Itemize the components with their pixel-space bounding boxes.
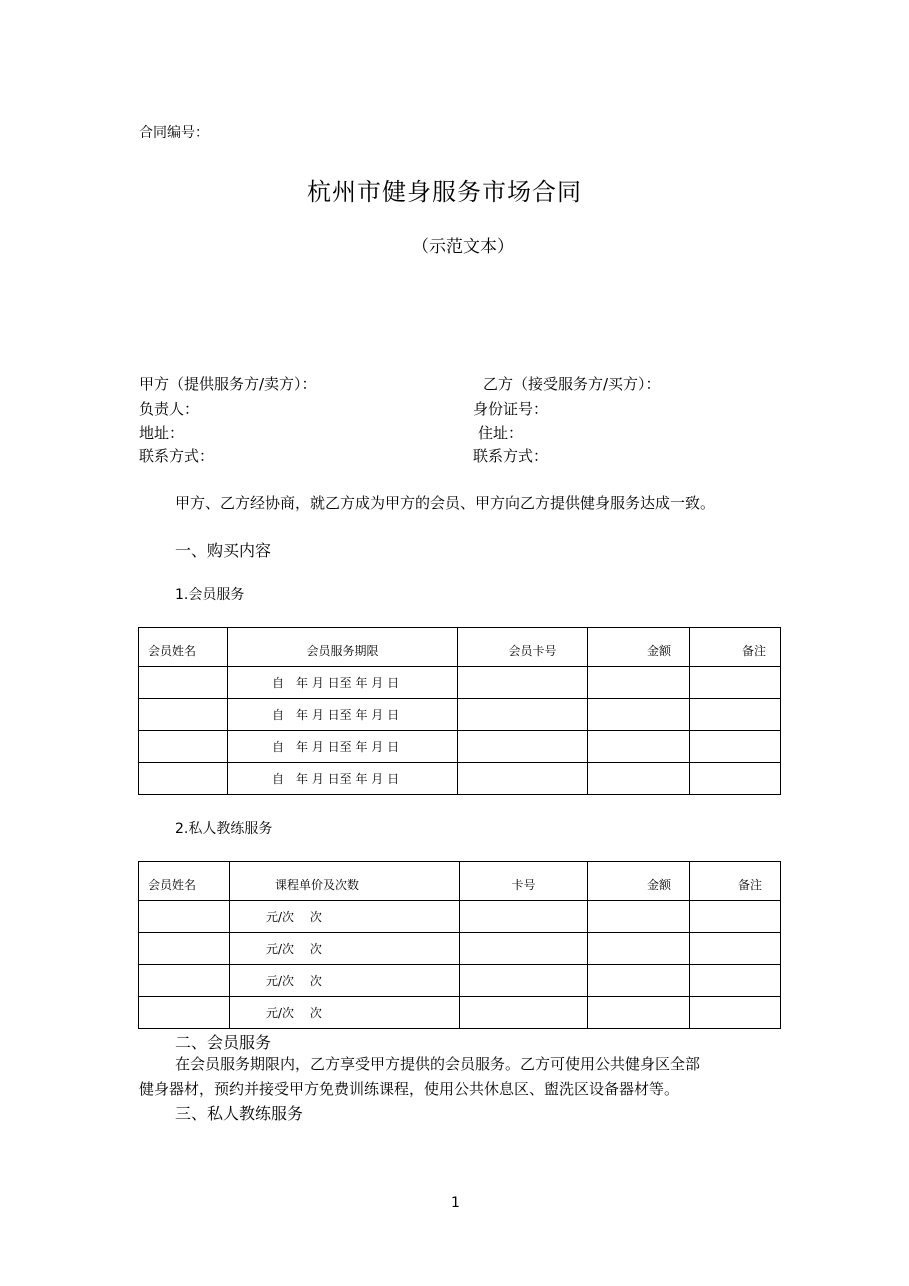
party-b-label: 乙方（接受服务方/买方）： [483, 375, 661, 393]
cell-amount[interactable] [588, 901, 690, 933]
party-b-id-number: 身份证号： [473, 400, 549, 418]
cell-amount[interactable] [588, 731, 690, 763]
party-a-contact: 联系方式： [139, 447, 215, 465]
party-a-label: 甲方（提供服务方/卖方）： [139, 375, 317, 393]
party-a-address: 地址： [139, 424, 185, 442]
cell-remarks[interactable] [690, 933, 781, 965]
cell-course-price-count: 元/次 次 [230, 933, 460, 965]
table-header-row [139, 628, 781, 667]
header-card-number: 卡号 [460, 862, 588, 901]
cell-amount[interactable] [588, 667, 690, 699]
cell-amount[interactable] [588, 763, 690, 795]
section-1-sub-personal-training: 2.私人教练服务 [175, 821, 273, 837]
cell-card-number[interactable] [458, 763, 588, 795]
cell-card-number[interactable] [458, 667, 588, 699]
cell-amount[interactable] [588, 699, 690, 731]
header-service-period: 会员服务期限 [228, 628, 458, 667]
cell-remarks[interactable] [690, 667, 781, 699]
table-row [139, 901, 781, 933]
cell-remarks[interactable] [690, 699, 781, 731]
cell-remarks[interactable] [690, 965, 781, 997]
cell-remarks[interactable] [690, 731, 781, 763]
cell-member-name[interactable] [139, 901, 230, 933]
cell-card-number[interactable] [460, 901, 588, 933]
cell-amount[interactable] [588, 933, 690, 965]
cell-member-name[interactable] [139, 933, 230, 965]
table-row [139, 997, 781, 1029]
cell-card-number[interactable] [460, 997, 588, 1029]
table-row [139, 731, 781, 763]
party-b-address: 住址： [478, 424, 524, 442]
cell-course-price-count: 元/次 次 [230, 997, 460, 1029]
cell-remarks[interactable] [690, 997, 781, 1029]
header-remarks: 备注 [690, 862, 781, 901]
section-1-heading: 一、购买内容 [175, 541, 272, 560]
section-2-paragraph-line-2: 健身器材，预约并接受甲方免费训练课程，使用公共休息区、盥洗区设备器材等。 [139, 1080, 680, 1098]
cell-member-name[interactable] [139, 699, 228, 731]
section-2-paragraph-line-1: 在会员服务期限内，乙方享受甲方提供的会员服务。乙方可使用公共健身区全部 [175, 1055, 701, 1073]
cell-service-period: 自 年 月 日至 年 月 日 [228, 699, 458, 731]
table-row [139, 667, 781, 699]
cell-amount[interactable] [588, 997, 690, 1029]
table-row [139, 699, 781, 731]
cell-course-price-count: 元/次 次 [230, 965, 460, 997]
page-subtitle: （示范文本） [412, 237, 514, 257]
cell-member-name[interactable] [139, 997, 230, 1029]
personal-training-table [138, 861, 781, 1029]
header-course-price-count: 课程单价及次数 [230, 862, 460, 901]
cell-card-number[interactable] [460, 965, 588, 997]
cell-remarks[interactable] [690, 901, 781, 933]
header-member-name: 会员姓名 [139, 862, 230, 901]
section-1-sub-membership: 1.会员服务 [175, 587, 245, 603]
party-a-principal: 负责人： [139, 400, 200, 418]
header-amount: 金额 [588, 628, 690, 667]
cell-card-number[interactable] [458, 699, 588, 731]
table-row [139, 965, 781, 997]
header-member-name: 会员姓名 [139, 628, 228, 667]
section-3-heading: 三、私人教练服务 [175, 1104, 304, 1123]
membership-service-table [138, 627, 781, 795]
cell-member-name[interactable] [139, 731, 228, 763]
cell-card-number[interactable] [458, 731, 588, 763]
cell-amount[interactable] [588, 965, 690, 997]
cell-card-number[interactable] [460, 933, 588, 965]
cell-service-period: 自 年 月 日至 年 月 日 [228, 763, 458, 795]
page-title: 杭州市健身服务市场合同 [307, 178, 582, 206]
intro-paragraph: 甲方、乙方经协商，就乙方成为甲方的会员、甲方向乙方提供健身服务达成一致。 [175, 494, 716, 512]
table-row [139, 933, 781, 965]
table-row [139, 763, 781, 795]
cell-member-name[interactable] [139, 965, 230, 997]
party-b-contact: 联系方式： [473, 447, 549, 465]
cell-remarks[interactable] [690, 763, 781, 795]
header-remarks: 备注 [690, 628, 781, 667]
cell-service-period: 自 年 月 日至 年 月 日 [228, 667, 458, 699]
contract-number-label: 合同编号： [139, 125, 209, 141]
cell-member-name[interactable] [139, 667, 228, 699]
table-header-row [139, 862, 781, 901]
section-2-heading: 二、会员服务 [175, 1033, 272, 1052]
header-amount: 金额 [588, 862, 690, 901]
cell-service-period: 自 年 月 日至 年 月 日 [228, 731, 458, 763]
cell-course-price-count: 元/次 次 [230, 901, 460, 933]
header-card-number: 会员卡号 [458, 628, 588, 667]
cell-member-name[interactable] [139, 763, 228, 795]
page-number: 1 [451, 1195, 460, 1211]
